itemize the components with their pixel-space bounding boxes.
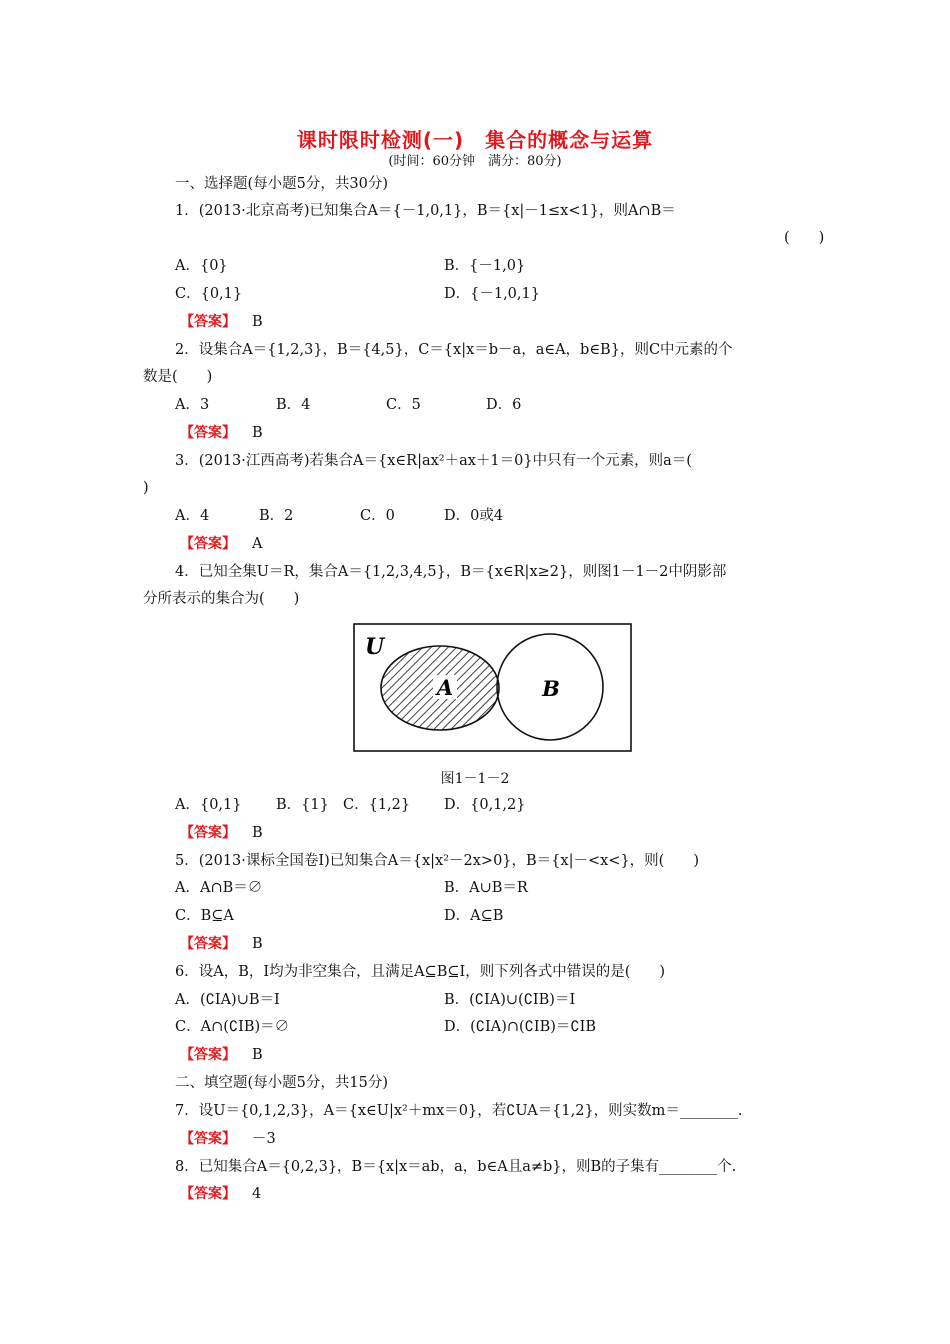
q1-option-d: D．{－1,0,1} (444, 286, 540, 302)
q6-option-d: D．(∁IA)∩(∁IB)＝∁IB (444, 1019, 597, 1035)
q5-answer (180, 934, 263, 954)
answer-label: 【答案】 (180, 314, 236, 330)
q6-option-c: C．A∩(∁IB)＝∅ (175, 1019, 290, 1035)
q4-stem-line2: 分所表示的集合为( ) (143, 591, 300, 607)
q7-answer-value: －3 (252, 1131, 276, 1147)
q2-answer-value: B (252, 425, 263, 441)
q5-option-d: D．A⊆B (444, 908, 504, 924)
answer-label: 【答案】 (180, 1047, 236, 1063)
q5-option-c: C．B⊆A (175, 908, 234, 924)
q7-stem: 7．设U＝{0,1,2,3}，A＝{x∈U|x²＋mx＝0}，若∁UA＝{1,2}，则实数m＝________. (175, 1103, 743, 1119)
q6-answer-value: B (252, 1047, 263, 1063)
q8-answer (180, 1184, 261, 1204)
q3-stem-line1: 3．(2013·江西高考)若集合A＝{x∈R|ax²＋ax＋1＝0}中只有一个元素，则a＝( (175, 453, 692, 469)
q1-option-b: B．{－1,0} (444, 258, 526, 274)
q6-stem: 6．设A，B，I均为非空集合，且满足A⊆B⊆I，则下列各式中错误的是( ) (175, 964, 666, 980)
q6-option-a: A．(∁IA)∪B＝I (175, 992, 280, 1008)
section-2-heading: 二、填空题(每小题5分，共15分) (175, 1075, 388, 1091)
set-b-label: B (542, 676, 560, 701)
q2-option-c: C．5 (386, 397, 421, 413)
q2-answer (180, 423, 263, 443)
q5-stem: 5．(2013·课标全国卷Ⅰ)已知集合A＝{x|x²－2x>0}，B＝{x|－<x<}，则( ) (175, 853, 699, 869)
q4-option-a: A．{0,1} (175, 797, 242, 813)
q4-answer (180, 823, 263, 843)
q1-answer (180, 312, 263, 332)
q1-answer-value: B (252, 314, 263, 330)
q1-stem: 1．(2013·北京高考)已知集合A＝{－1,0,1}，B＝{x|－1≤x<1}，则A∩B＝ (175, 203, 676, 219)
q2-option-d: D．6 (486, 397, 522, 413)
q8-answer-value: 4 (252, 1186, 262, 1202)
q3-answer-value: A (252, 536, 263, 552)
q2-stem-line1: 2．设集合A＝{1,2,3}，B＝{4,5}，C＝{x|x＝b－a，a∈A，b∈B}，则C中元素的个 (175, 342, 733, 358)
q3-option-b: B．2 (259, 508, 294, 524)
section-1-heading: 一、选择题(每小题5分，共30分) (175, 176, 388, 192)
q1-option-a: A．{0} (175, 258, 228, 274)
q3-answer (180, 534, 262, 554)
set-u-label: U (365, 634, 385, 660)
answer-label: 【答案】 (180, 936, 236, 952)
q7-answer (180, 1129, 276, 1149)
q1-option-c: C．{0,1} (175, 286, 243, 302)
answer-label: 【答案】 (180, 425, 236, 441)
q4-option-d: D．{0,1,2} (444, 797, 526, 813)
q4-answer-value: B (252, 825, 263, 841)
q5-option-b: B．A∪B＝R (444, 880, 528, 896)
q3-option-d: D．0或4 (444, 508, 504, 524)
q2-stem-line2: 数是( ) (143, 369, 213, 385)
answer-label: 【答案】 (180, 825, 236, 841)
q3-option-c: C．0 (360, 508, 395, 524)
answer-label: 【答案】 (180, 1186, 236, 1202)
q5-option-a: A．A∩B＝∅ (175, 880, 263, 896)
answer-label: 【答案】 (180, 536, 236, 552)
figure-caption: 图1－1－2 (440, 771, 510, 787)
q8-stem: 8．已知集合A＝{0,2,3}，B＝{x|x＝ab，a，b∈A且a≠b}，则B的子集有________个. (175, 1159, 737, 1175)
q5-answer-value: B (252, 936, 263, 952)
venn-diagram (353, 623, 633, 753)
q2-option-a: A．3 (175, 397, 210, 413)
page-title: 课时限时检测(一) 集合的概念与运算 (296, 128, 654, 152)
q2-option-b: B．4 (276, 397, 311, 413)
page-subtitle: (时间：60分钟 满分：80分) (388, 154, 562, 169)
q4-stem-line1: 4．已知全集U＝R，集合A＝{1,2,3,4,5}，B＝{x∈R|x≥2}，则图1－1－2中阴影部 (175, 564, 727, 580)
set-a-label: A (436, 675, 454, 700)
q1-paren: ( ) (784, 230, 825, 246)
q4-option-c: C．{1,2} (343, 797, 411, 813)
q6-answer (180, 1045, 263, 1065)
q6-option-b: B．(∁IA)∪(∁IB)＝I (444, 992, 576, 1008)
q3-option-a: A．4 (175, 508, 210, 524)
answer-label: 【答案】 (180, 1131, 236, 1147)
q4-option-b: B．{1} (276, 797, 329, 813)
q3-stem-line2: ) (143, 480, 149, 496)
